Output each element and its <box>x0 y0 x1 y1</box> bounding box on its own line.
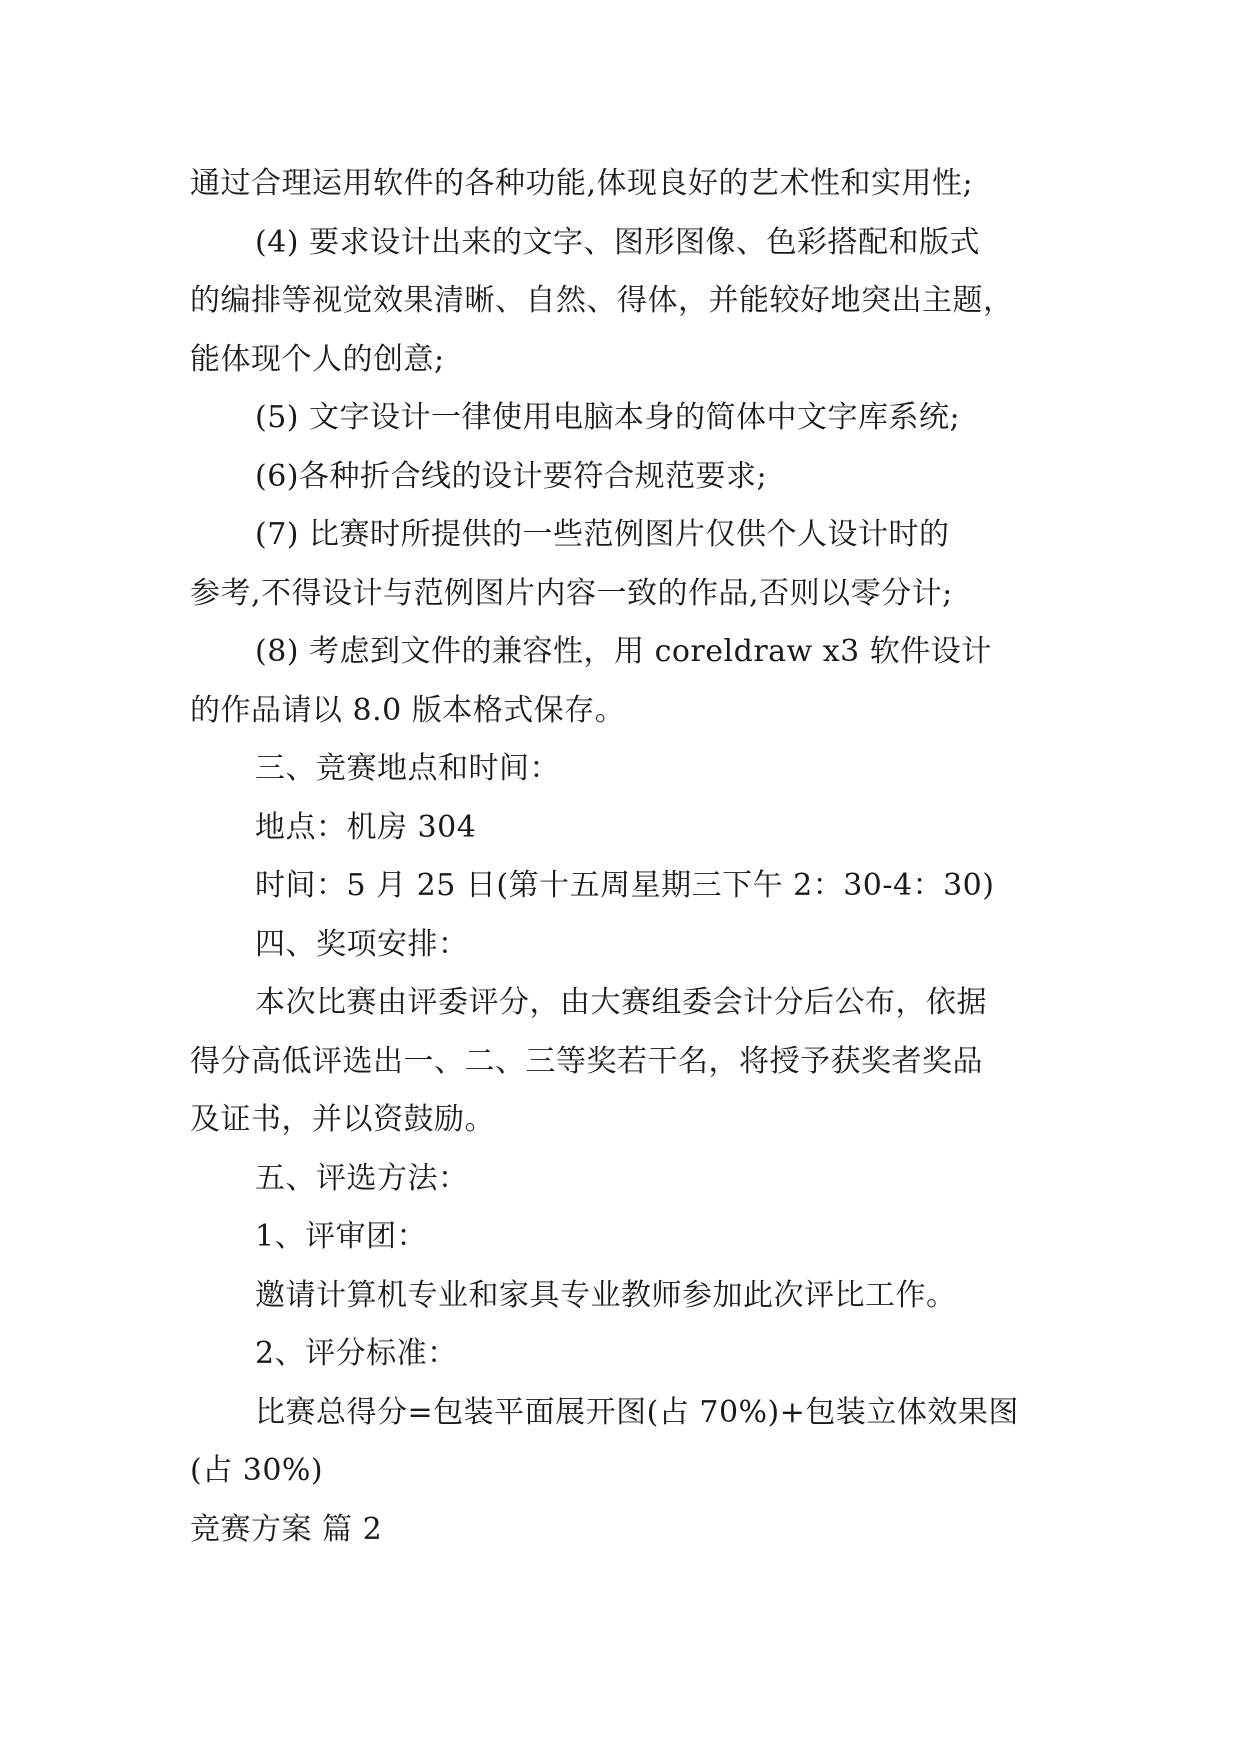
section-heading: 三、竞赛地点和时间： <box>255 751 560 786</box>
paragraph-line: 邀请计算机专业和家具专业教师参加此次评比工作。 <box>255 1277 957 1313</box>
paragraph-line: (7) 比赛时所提供的一些范例图片仅供个人设计时的 <box>255 517 950 552</box>
paragraph-line: 得分高低评选出一、二、三等奖若干名，将授予获奖者奖品 <box>190 1043 983 1079</box>
time-line: 时间：5 月 25 日(第十五周星期三下午 2：30-4：30) <box>255 868 995 903</box>
document-body <box>190 155 1045 1559</box>
paragraph-line: (4) 要求设计出来的文字、图形图像、色彩搭配和版式 <box>255 224 981 260</box>
paragraph-line: 能体现个人的创意; <box>190 341 445 377</box>
document-title-line: 竞赛方案 篇 2 <box>190 1511 383 1547</box>
location-line: 地点：机房 304 <box>255 809 477 845</box>
paragraph-line: 本次比赛由评委评分，由大赛组委会计分后公布，依据 <box>255 985 987 1020</box>
paragraph-line: 参考,不得设计与范例图片内容一致的作品,否则以零分计; <box>190 575 953 611</box>
section-heading: 四、奖项安排： <box>255 926 469 962</box>
formula-line: 比赛总得分=包装平面展开图(占 70%)+包装立体效果图 <box>255 1394 1019 1430</box>
paragraph-line: 及证书，并以资鼓励。 <box>190 1102 495 1137</box>
paragraph-line: 的编排等视觉效果清晰、自然、得体，并能较好地突出主题， <box>190 283 1014 318</box>
paragraph-line: 通过合理运用软件的各种功能,体现良好的艺术性和实用性; <box>190 166 974 201</box>
paragraph-line: (5) 文字设计一律使用电脑本身的简体中文字库系统; <box>255 400 961 435</box>
paragraph-line: (8) 考虑到文件的兼容性，用 coreldraw x3 软件设计 <box>255 634 992 669</box>
section-heading: 五、评选方法： <box>255 1160 469 1196</box>
paragraph-line: (6)各种折合线的设计要符合规范要求; <box>255 458 768 494</box>
subsection-heading: 2、评分标准： <box>255 1336 458 1371</box>
formula-line: (占 30%) <box>190 1453 324 1488</box>
paragraph-line: 的作品请以 8.0 版本格式保存。 <box>190 692 626 728</box>
subsection-heading: 1、评审团： <box>255 1219 428 1254</box>
